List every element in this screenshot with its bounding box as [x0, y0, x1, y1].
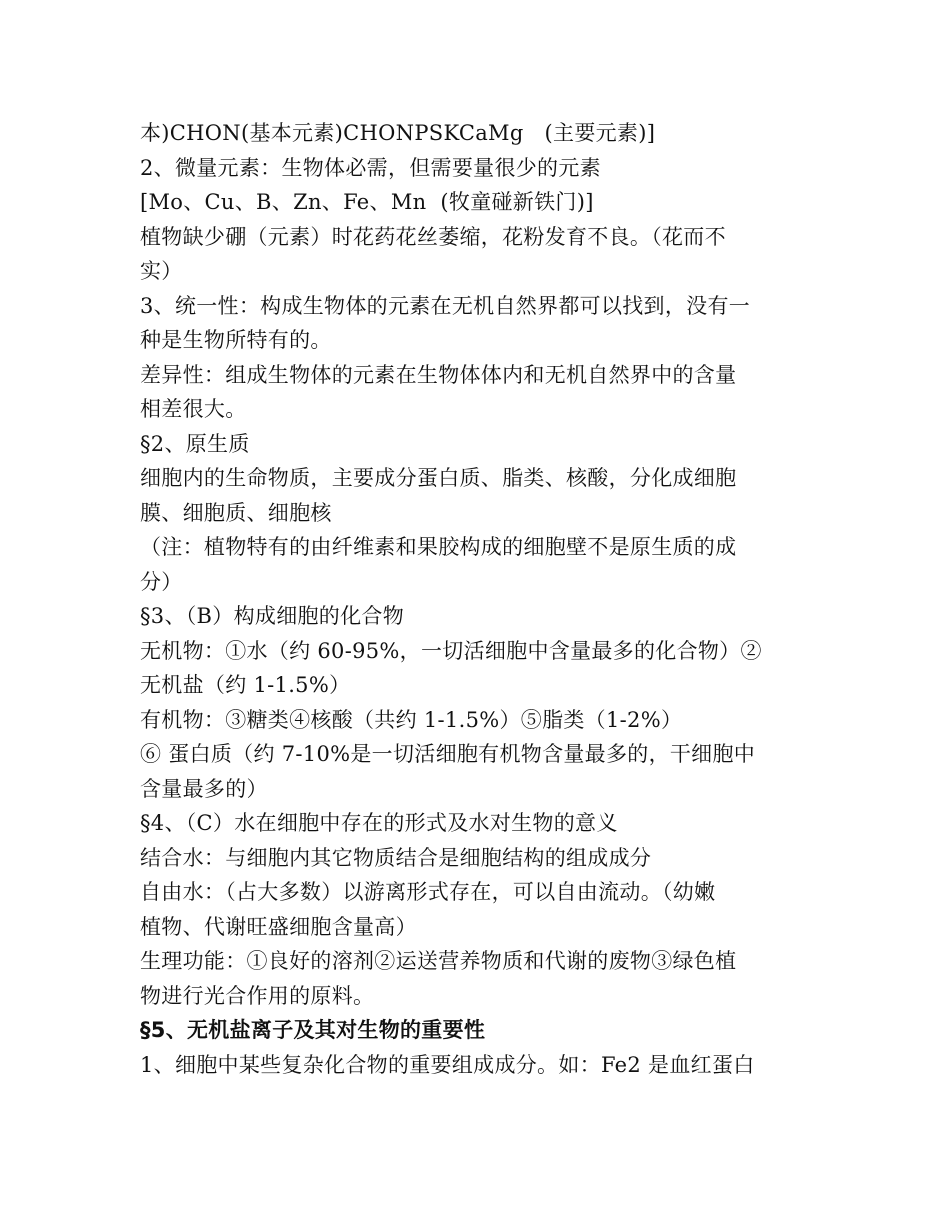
text-line: 有机物：③糖类④核酸（共约 1-1.5%）⑤脂类（1-2%） — [140, 707, 683, 732]
text-line: （注：植物特有的由纤维素和果胶构成的细胞壁不是原生质的成 — [140, 535, 737, 559]
text-line: ⑥ 蛋白质（约 7-10%是一切活细胞有机物含量最多的，干细胞中 — [140, 742, 756, 766]
text-line: 植物、代谢旺盛细胞含量高） — [140, 914, 417, 939]
section-heading: §2、原生质 — [140, 431, 250, 456]
text-line: 种是生物所特有的。 — [140, 328, 332, 352]
text-line: 差异性：组成生物体的元素在生物体体内和无机自然界中的含量 — [140, 362, 737, 387]
text-line: 含量最多的） — [140, 776, 268, 801]
text-line: [Mo、Cu、B、Zn、Fe、Mn (牧童碰新铁门)] — [140, 190, 594, 214]
text-line: 1、细胞中某些复杂化合物的重要组成成分。如：Fe2 是血红蛋白 — [140, 1052, 755, 1077]
document-body — [140, 116, 810, 1082]
section-heading-bold: §5、无机盐离子及其对生物的重要性 — [140, 1018, 486, 1042]
text-line: 膜、细胞质、细胞核 — [140, 500, 332, 525]
text-line: 结合水：与细胞内其它物质结合是细胞结构的组成成分 — [140, 845, 652, 870]
section-heading: §4、（C）水在细胞中存在的形式及水对生物的意义 — [140, 811, 618, 835]
text-line: 物进行光合作用的原料。 — [140, 983, 375, 1008]
text-line: 分） — [140, 569, 183, 594]
section-heading: §3、（B）构成细胞的化合物 — [140, 604, 404, 628]
text-line: 3、统一性：构成生物体的元素在无机自然界都可以找到，没有一 — [140, 293, 751, 318]
text-line: 生理功能：①良好的溶剂②运送营养物质和代谢的废物③绿色植 — [140, 949, 737, 973]
text-line: 2、微量元素：生物体必需，但需要量很少的元素 — [140, 155, 601, 180]
text-line: 实） — [140, 259, 183, 283]
text-line: 无机物：①水（约 60-95%，一切活细胞中含量最多的化合物）② — [140, 638, 762, 663]
text-line: 自由水：（占大多数）以游离形式存在，可以自由流动。（幼嫩 — [140, 880, 716, 904]
text-line: 无机盐（约 1-1.5%） — [140, 673, 351, 697]
text-line: 本)CHON(基本元素)CHONPSKCaMg (主要元素)] — [140, 121, 656, 145]
text-line: 细胞内的生命物质，主要成分蛋白质、脂类、核酸，分化成细胞 — [140, 466, 737, 490]
text-line: 植物缺少硼（元素）时花药花丝萎缩，花粉发育不良。（花而不 — [140, 224, 726, 249]
text-line: 相差很大。 — [140, 397, 247, 421]
